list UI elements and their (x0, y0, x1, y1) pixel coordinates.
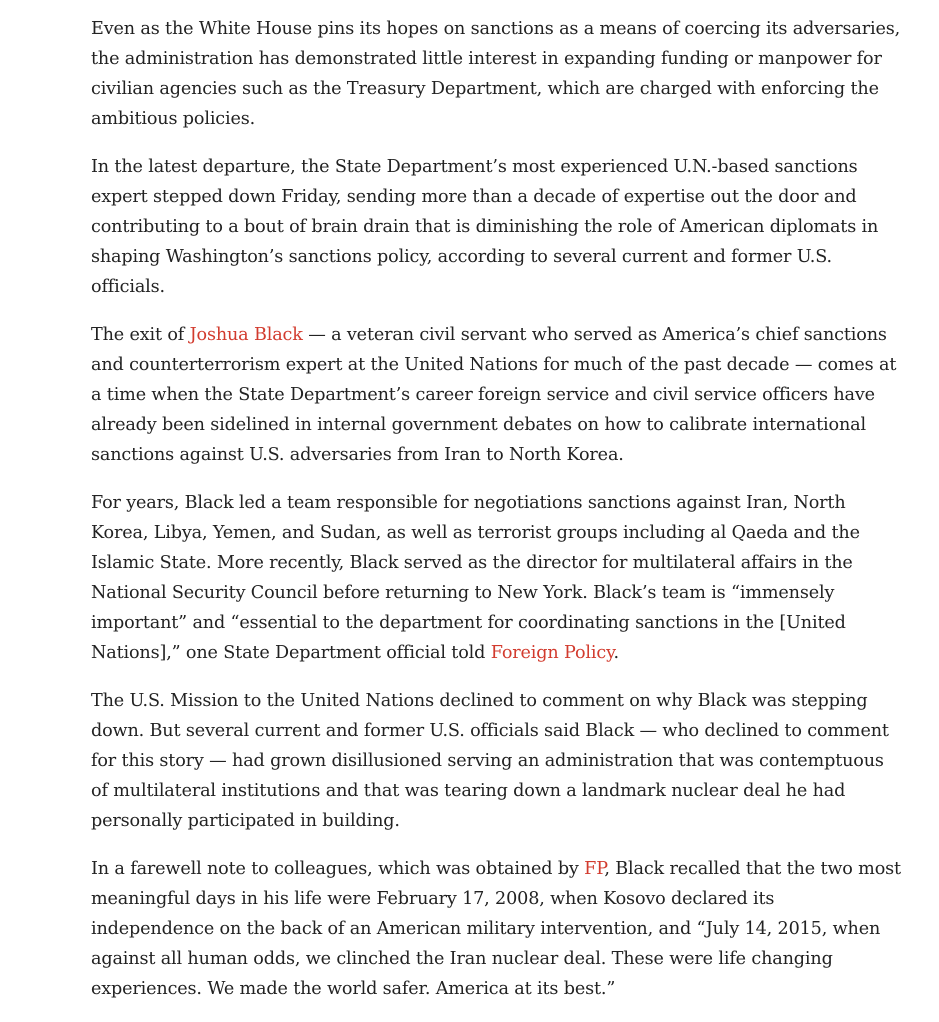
paragraph-text: , Black recalled that the two most meaningful days in his life were February 17, 2008, when Kosovo declared its independence on the back of an American military intervention, and “July 14, 2015, when against all human odds, we clinched the Iran nuclear deal. These were life changing experiences. We made the world safer. America at its best.” (91, 859, 901, 999)
paragraph-text: The U.S. Mission to the United Nations declined to comment on why Black was stepping down. But several current and former U.S. officials said Black — who declined to comment for this story — had grown disillusioned serving an administration that was contemptuous of multilateral institutions and that was tearing down a landmark nuclear deal he had personally participated in building. (91, 691, 889, 831)
paragraph-text: The exit of (91, 325, 190, 345)
paragraph-2 (91, 152, 901, 302)
fp-link[interactable]: FP (584, 859, 605, 879)
paragraph-5 (91, 686, 901, 836)
paragraph-text: . (613, 643, 619, 663)
paragraph-text: For years, Black led a team responsible for negotiations sanctions against Iran, North Korea, Libya, Yemen, and Sudan, as well as terrorist groups including al Qaeda and the Islamic State. More recently, Black served as the director for multilateral affairs in the National Security Council before returning to New York. Black’s team is “immensely important” and “essential to the department for coordinating sanctions in the [United Nations],” one State Department official told (91, 493, 860, 663)
paragraph-text: — a veteran civil servant who served as America’s chief sanctions and counterterrorism expert at the United Nations for much of the past decade — comes at a time when the State Department’s career foreign service and civil service officers have already been sidelined in internal government debates on how to calibrate international sanctions against U.S. adversaries from Iran to North Korea. (91, 325, 897, 465)
paragraph-text: Even as the White House pins its hopes on sanctions as a means of coercing its adversaries, the administration has demonstrated little interest in expanding funding or manpower for civilian agencies such as the Treasury Department, which are charged with enforcing the ambitious policies. (91, 19, 901, 129)
paragraph-text: In a farewell note to colleagues, which was obtained by (91, 859, 585, 879)
paragraph-3 (91, 320, 901, 470)
paragraph-1 (91, 14, 901, 134)
paragraph-text: In the latest departure, the State Department’s most experienced U.N.-based sanctions expert stepped down Friday, sending more than a decade of expertise out the door and contributing to a bout of brain drain that is diminishing the role of American diplomats in shaping Washington’s sanctions policy, according to several current and former U.S. officials. (91, 157, 879, 297)
paragraph-4 (91, 488, 901, 668)
joshua-black-link[interactable]: Joshua Black (189, 325, 303, 345)
paragraph-6 (91, 854, 901, 1004)
article-body (91, 14, 901, 1022)
foreign-policy-link[interactable]: Foreign Policy (490, 643, 614, 663)
